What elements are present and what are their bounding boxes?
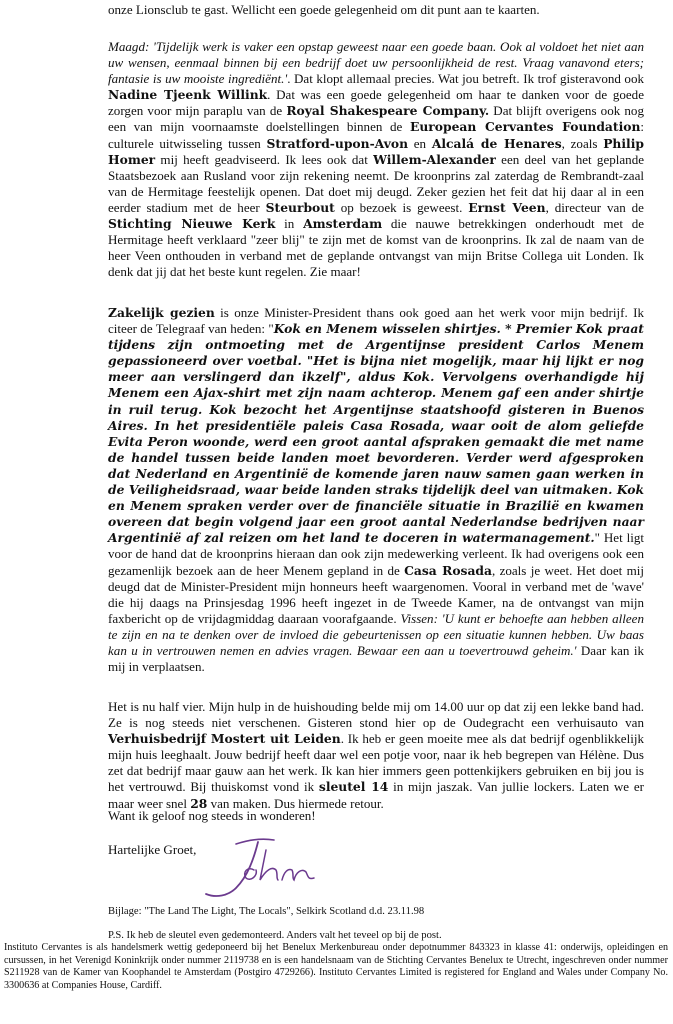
postscript: P.S. Ik heb de sleutel even gedemonteerd. Anders valt het teveel op bij de post.: [108, 930, 442, 941]
opening-line: onze Lionsclub te gast. Wellicht een goede gelegenheid om dit punt aan te kaarten.: [108, 2, 540, 17]
greeting: Hartelijke Groet,: [108, 842, 197, 857]
enclosure-note: Bijlage: "The Land The Light, The Locals", Selkirk Scotland d.d. 23.11.98: [108, 906, 425, 917]
paragraph-household: Het is nu half vier. Mijn hulp in de huishouding belde mij om 14.00 uur op dat zij een lekke band had. Ze is nog steeds niet verschenen. Gisteren stond hier op de Oudegracht een verhuisauto van Verhuisbedrijf Mostert uit Leiden. Ik heb er geen moeite mee als dat bedrijf ogenblikkelijk mijn huis leeghaalt. Jouw bedrijf heeft daar wel een potje voor, naar ik heb begrepen van Hélène. Dus zet dat bedrijf maar gauw aan het werk. Ik kan hier immers geen pottenkijkers gebruiken en bij jou is het vertrouwd. Bij thuiskomst vond ik sleutel 14 in mijn jaszak. Van jullie lockers. Laten we er maar weer snel 28 van maken. Dus hiermede retour.: [108, 699, 645, 811]
paragraph-business: Zakelijk gezien is onze Minister-President thans ook goed aan het werk voor mijn bedrijf. Ik citeer de Telegraaf van heden: "Kok en Menem wisselen shirtjes. * Premier Kok praat tijdens zijn ontmoeting met de Argentijnse president Carlos Menem gepassioneerd over voetbal. "Het is bijna niet mogelijk, maar hij lijkt er nog meer aan verslingerd dan ikzelf", aldus Kok. Vervolgens overhandigde hij Menem een Ajax-shirt met zijn naam achterop. Menem gaf een ander shirtje in ruil terug. Kok bezocht het Argentijnse staatshoofd gisteren in Buenos Aires. In het presidentiële paleis Casa Rosada, waar ooit de alom geliefde Evita Peron woonde, werd een groot aantal afspraken gemaakt die met name de handel tussen beide landen moet bevorderen. Verder werd afgesproken dat Nederland en Argentinië de komende jaren nauw samen gaan werken in de Veiligheidsraad, waar beide landen straks tijdelijk deel van uitmaken. Kok en Menem spraken verder over de financiële situatie in Brazilië en kwamen overeen dat begin volgend jaar een groot aantal Nederlandse bedrijven naar Argentinië af zal reizen om het land te doceren in watermanagement." Het ligt voor de hand dat de kroonprins hieraan dan ook zijn medewerking verleent. Ik had overigens ook een gezamenlijk bezoek aan de heer Menem gepland in de Casa Rosada, zoals je weet. Het doet mij deugd dat de Minister-President mijn honneurs heeft waargenomen. Vooral in verband met de 'wave' die hij daags na Prinsjesdag 1996 heeft ingezet in de Tweede Kamer, na de ontvangst van mijn faxbericht op de vrijdagmiddag daaraan voorafgaande. Vissen: 'U kunt er behoefte aan hebben alleen te zijn en na te denken over de invloed die gebeurtenissen op een situatie kunnen hebben. Uw baas kan u in vertrouwen nemen en advies vragen. Bewaar een aan u toevertrouwd geheim.' Daar kan ik mij in verplaatsen.: [108, 305, 645, 675]
closing-line: Want ik geloof nog steeds in wonderen!: [108, 808, 316, 823]
legal-footer: Instituto Cervantes is als handelsmerk wettig gedeponeerd bij het Benelux Merkenbureau onder depotnummer 843323 in klasse 41: onderwijs, opleidingen en cursussen, in het Verenigd Koninkrijk onder nummer 2119738 en is een handelsnaam van de Stichting Cervantes Benelux te Utrecht, ingeschreven onder nummer S211928 van de Kamer van Koophandel te Amsterdam (Postgiro 4729266). Instituto Cervantes Limited is registered for England and Wales under Company No. 3300636 at Companies House, Cardiff.: [4, 942, 668, 992]
horoscope-quote: Maagd: 'Tijdelijk werk is vaker een opstap geweest naar een goede baan. Ook al voldoet het niet aan uw wensen, eenmaal binnen bij een bedrijf doet uw persoonlijkheid de rest. Vraag vanavond eters; fantasie is uw mooiste ingrediënt.': [108, 39, 644, 87]
handwritten-signature: [196, 836, 326, 902]
newspaper-quote: Kok en Menem wisselen shirtjes. * Premier Kok praat tijdens zijn ontmoeting met de Argentijnse president Carlos Menem gepassioneerd over voetbal. "Het is bijna niet mogelijk, maar hij lijkt er nog meer aan verslingerd dan ikzelf", aldus Kok. Vervolgens overhandigde hij Menem een Ajax-shirt met zijn naam achterop. Menem gaf een ander shirtje in ruil terug. Kok bezocht het Argentijnse staatshoofd gisteren in Buenos Aires. In het presidentiële paleis Casa Rosada, waar ooit de alom geliefde Evita Peron woonde, werd een groot aantal afspraken gemaakt die met name de handel tussen beide landen moet bevorderen. Verder werd afgesproken dat Nederland en Argentinië de komende jaren nauw samen gaan werken in de Veiligheidsraad, waar beide landen straks tijdelijk deel van uitmaken. Kok en Menem spraken verder over de financiële situatie in Brazilië en kwamen overeen dat begin volgend jaar een groot aantal Nederlandse bedrijven naar Argentinië af zal reizen om het land te doceren in watermanagement.: [108, 321, 644, 546]
horoscope-quote-vissen: Vissen: 'U kunt er behoefte aan hebben alleen te zijn en na te denken over de invloed die gebeurtenissen op een situatie kunnen hebben. Uw baas kan u in vertrouwen nemen en advies vragen. Bewaar een aan u toevertrouwd geheim.': [108, 610, 644, 658]
paragraph-horoscope: Maagd: 'Tijdelijk werk is vaker een opstap geweest naar een goede baan. Ook al voldoet het niet aan uw wensen, eenmaal binnen bij een bedrijf doet uw persoonlijkheid de rest. Vraag vanavond eters; fantasie is uw mooiste ingrediënt.'. Dat klopt allemaal precies. Wat jou betreft. Ik trof gisteravond ook Nadine Tjeenk Willink. Dat was een goede gelegenheid om haar te danken voor de goede zorgen voor mijn paraplu van de Royal Shakespeare Company. Dat blijft overigens ook nog een van mijn voornaamste doelstellingen binnen de European Cervantes Foundation: culturele uitwisseling tussen Stratford-upon-Avon en Alcalá de Henares, zoals Philip Homer mij heeft geadviseerd. Ik lees ook dat Willem-Alexander een deel van het geplande Staatsbezoek aan Rusland voor zijn rekening neemt. De kroonprins zal zaterdag de Rembrandt-zaal van de Hermitage feestelijk openen. Dat doet mij deugd. Zeker gezien het feit dat hij daar al in een eerder stadium met de heer Steurbout op bezoek is geweest. Ernst Veen, directeur van de Stichting Nieuwe Kerk in Amsterdam die nauwe betrekkingen onderhoudt met de Hermitage heeft verklaard "zeer blij" te zijn met de komst van de kroonprins. Ik zal de naam van de heer Veen onthouden in verband met de geplande ontvangst van mijn Britse Collega uit Londen. Ik denk dat jij dat het beste kunt regelen. Zie maar!: [108, 39, 645, 280]
